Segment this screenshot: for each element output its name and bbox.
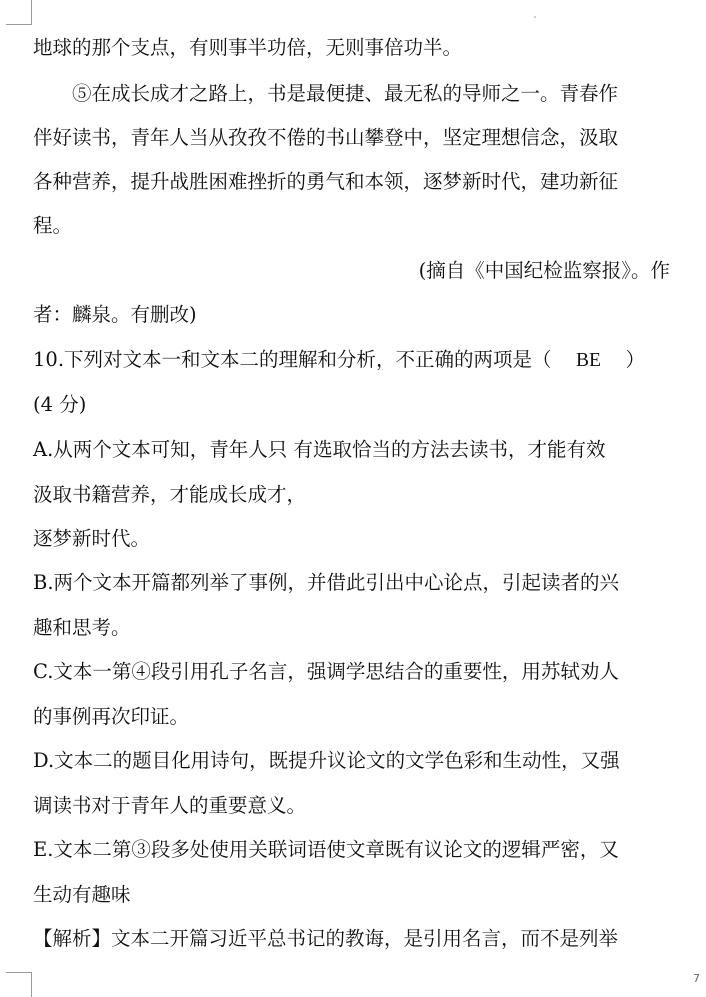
question-stem-close: ） [625,348,646,371]
crop-mark-bottom-horizontal [6,972,32,973]
crop-mark-bottom-vertical [31,972,32,997]
crop-mark-top-vertical [31,0,32,24]
option-e: E.文本二第③段多处使用关联词语使文章既有议论文的逻辑严密，又 [33,838,619,861]
option-a-continued: 逐梦新时代。 [33,527,151,550]
passage-line: 伴好读书，青年人当从孜孜不倦的书山攀登中，坚定理想信念，汲取 [33,126,619,149]
option-a: A.从两个文本可知，青年人只 有选取恰当的方法去读书，才能有效 [33,438,606,461]
option-e-continued: 生动有趣味 [33,883,131,906]
author-line: 者：麟泉。有删改) [33,303,197,326]
answer-text: BE [576,350,601,371]
passage-line: 各种营养，提升战胜困难挫折的勇气和本领，逐梦新时代，建功新征 [33,170,619,193]
scan-speck [534,16,536,18]
crop-mark-top-horizontal [6,24,32,25]
option-a-continued: 汲取书籍营养，才能成长成才， [33,483,307,506]
option-c: C.文本一第④段引用孔子名言，强调学思结合的重要性，用苏轼劝人 [33,660,619,683]
option-b: B.两个文本开篇都列举了事例，并借此引出中心论点，引起读者的兴 [33,571,620,594]
analysis-text: 【解析】文本二开篇习近平总书记的教诲，是引用名言，而不是列举 [33,927,619,950]
passage-line: 地球的那个支点，有则事半功倍，无则事倍功半。 [33,36,463,59]
passage-line: 程。 [33,214,73,237]
question-score: (4 分) [33,393,87,416]
question-stem-text: 10.下列对文本一和文本二的理解和分析，不正确的两项是（ [33,348,552,371]
option-b-continued: 趣和思考。 [33,616,131,639]
question-10-stem [33,346,645,374]
option-d: D.文本二的题目化用诗句，既提升议论文的文学色彩和生动性，又强 [33,749,620,772]
option-d-continued: 调读书对于青年人的重要意义。 [33,794,307,817]
passage-paragraph-5: ⑤在成长成才之路上，书是最便捷、最无私的导师之一。青春作 [72,82,619,105]
source-citation: (摘自《中国纪检监察报》。作 [418,259,670,282]
option-c-continued: 的事例再次印证。 [33,705,190,728]
page-number: 7 [693,972,700,985]
